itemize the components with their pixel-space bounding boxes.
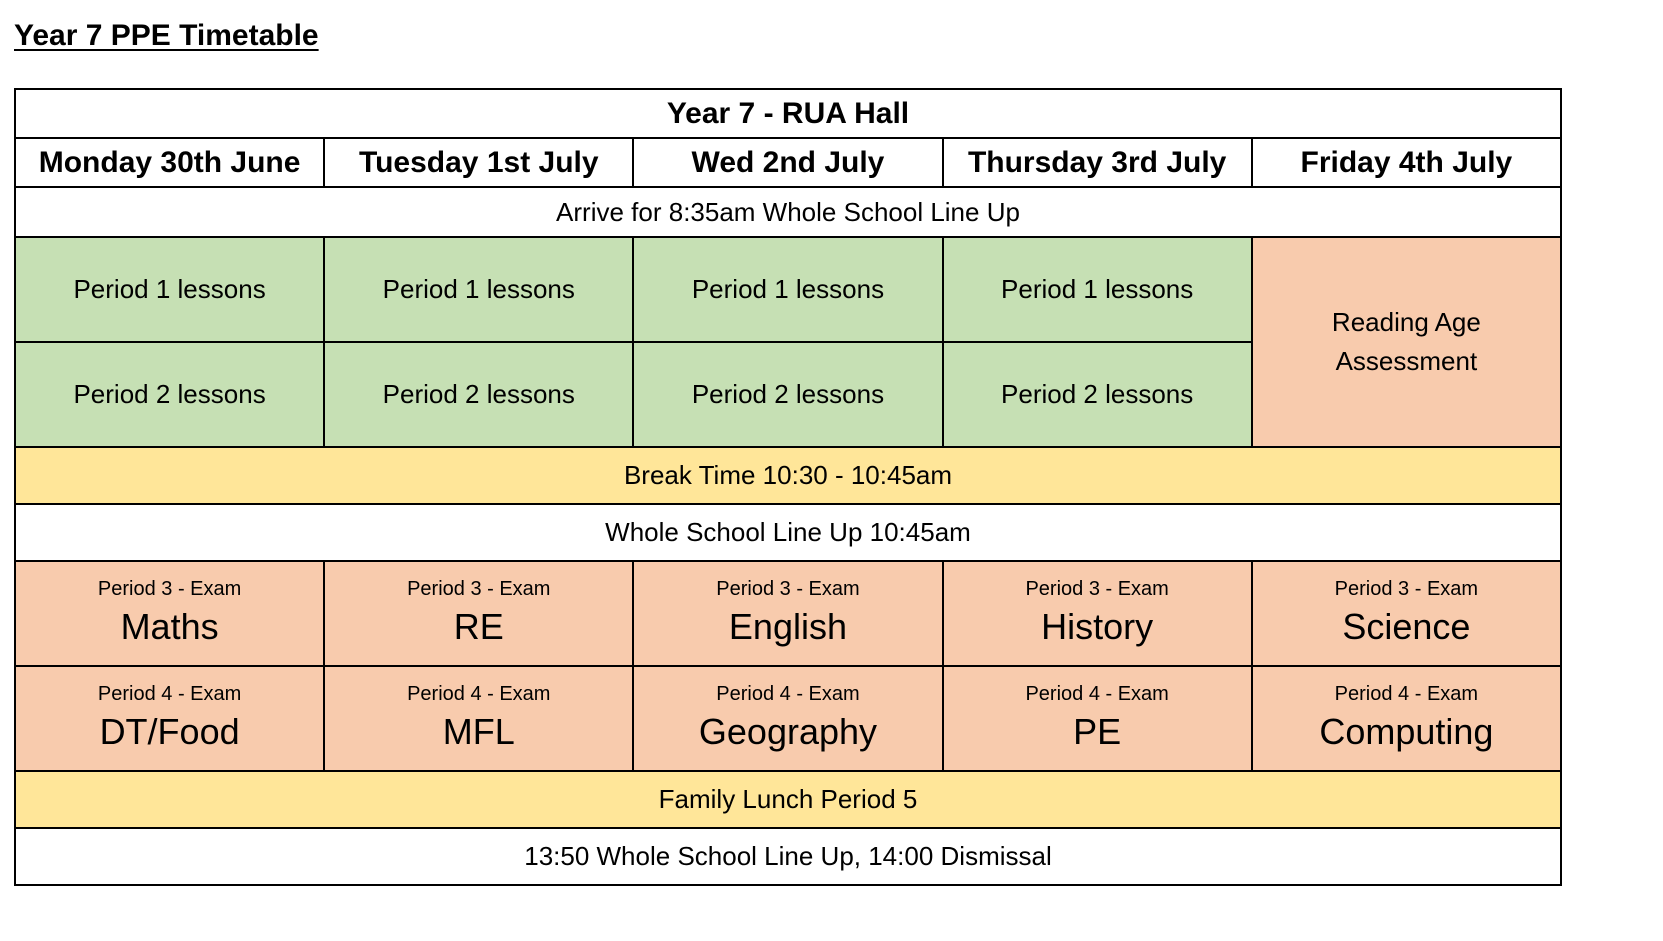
period4-tuesday bbox=[324, 666, 633, 771]
exam-label: Period 4 - Exam bbox=[407, 683, 551, 706]
hall-header: Year 7 - RUA Hall bbox=[15, 89, 1561, 138]
period3-monday bbox=[15, 561, 324, 666]
period2-thursday: Period 2 lessons bbox=[943, 342, 1252, 447]
exam-subject: RE bbox=[453, 606, 504, 648]
exam-label: Period 4 - Exam bbox=[1334, 683, 1479, 706]
period4-row bbox=[15, 666, 1561, 771]
break-row bbox=[15, 447, 1561, 504]
period1-wednesday: Period 1 lessons bbox=[633, 237, 942, 342]
period3-friday bbox=[1252, 561, 1561, 666]
period3-tuesday bbox=[324, 561, 633, 666]
period4-thursday bbox=[943, 666, 1252, 771]
exam-label: Period 3 - Exam bbox=[1025, 578, 1169, 601]
exam-subject: DT/Food bbox=[99, 711, 240, 753]
exam-label: Period 4 - Exam bbox=[97, 683, 242, 706]
exam-subject: Geography bbox=[698, 711, 878, 753]
period1-thursday: Period 1 lessons bbox=[943, 237, 1252, 342]
day-header-row bbox=[15, 138, 1561, 187]
arrive-cell: Arrive for 8:35am Whole School Line Up bbox=[15, 187, 1561, 237]
exam-subject: PE bbox=[1073, 711, 1122, 753]
exam-label: Period 3 - Exam bbox=[1334, 578, 1479, 601]
period4-friday bbox=[1252, 666, 1561, 771]
exam-subject: Computing bbox=[1319, 711, 1494, 753]
break-cell: Break Time 10:30 - 10:45am bbox=[15, 447, 1561, 504]
period3-wednesday bbox=[633, 561, 942, 666]
exam-label: Period 3 - Exam bbox=[97, 578, 242, 601]
exam-subject: History bbox=[1041, 606, 1154, 648]
reading-age-line2: Assessment bbox=[1335, 346, 1478, 376]
day-header-monday: Monday 30th June bbox=[15, 138, 324, 187]
period1-monday: Period 1 lessons bbox=[15, 237, 324, 342]
period3-row bbox=[15, 561, 1561, 666]
exam-subject: Science bbox=[1342, 606, 1471, 648]
exam-label: Period 3 - Exam bbox=[716, 578, 860, 601]
exam-subject: MFL bbox=[442, 711, 515, 753]
day-header-friday: Friday 4th July bbox=[1252, 138, 1561, 187]
dismissal-cell: 13:50 Whole School Line Up, 14:00 Dismissal bbox=[15, 828, 1561, 885]
dismissal-row bbox=[15, 828, 1561, 885]
period2-monday: Period 2 lessons bbox=[15, 342, 324, 447]
period3-thursday bbox=[943, 561, 1252, 666]
day-header-wednesday: Wed 2nd July bbox=[633, 138, 942, 187]
lineup-row bbox=[15, 504, 1561, 561]
lineup-cell: Whole School Line Up 10:45am bbox=[15, 504, 1561, 561]
period1-row bbox=[15, 237, 1561, 342]
exam-label: Period 3 - Exam bbox=[407, 578, 551, 601]
day-header-tuesday: Tuesday 1st July bbox=[324, 138, 633, 187]
lunch-row bbox=[15, 771, 1561, 828]
page-title: Year 7 PPE Timetable bbox=[14, 19, 319, 52]
period2-wednesday: Period 2 lessons bbox=[633, 342, 942, 447]
timetable bbox=[14, 88, 1562, 886]
reading-age-assessment bbox=[1252, 237, 1561, 447]
arrive-row bbox=[15, 187, 1561, 237]
period4-wednesday bbox=[633, 666, 942, 771]
day-header-thursday: Thursday 3rd July bbox=[943, 138, 1252, 187]
period4-monday bbox=[15, 666, 324, 771]
period1-tuesday: Period 1 lessons bbox=[324, 237, 633, 342]
exam-subject: English bbox=[728, 606, 847, 648]
hall-header-row bbox=[15, 89, 1561, 138]
lunch-cell: Family Lunch Period 5 bbox=[15, 771, 1561, 828]
exam-subject: Maths bbox=[120, 606, 219, 648]
reading-age-line1: Reading Age bbox=[1331, 307, 1481, 337]
exam-label: Period 4 - Exam bbox=[716, 683, 860, 706]
exam-label: Period 4 - Exam bbox=[1025, 683, 1169, 706]
period2-tuesday: Period 2 lessons bbox=[324, 342, 633, 447]
